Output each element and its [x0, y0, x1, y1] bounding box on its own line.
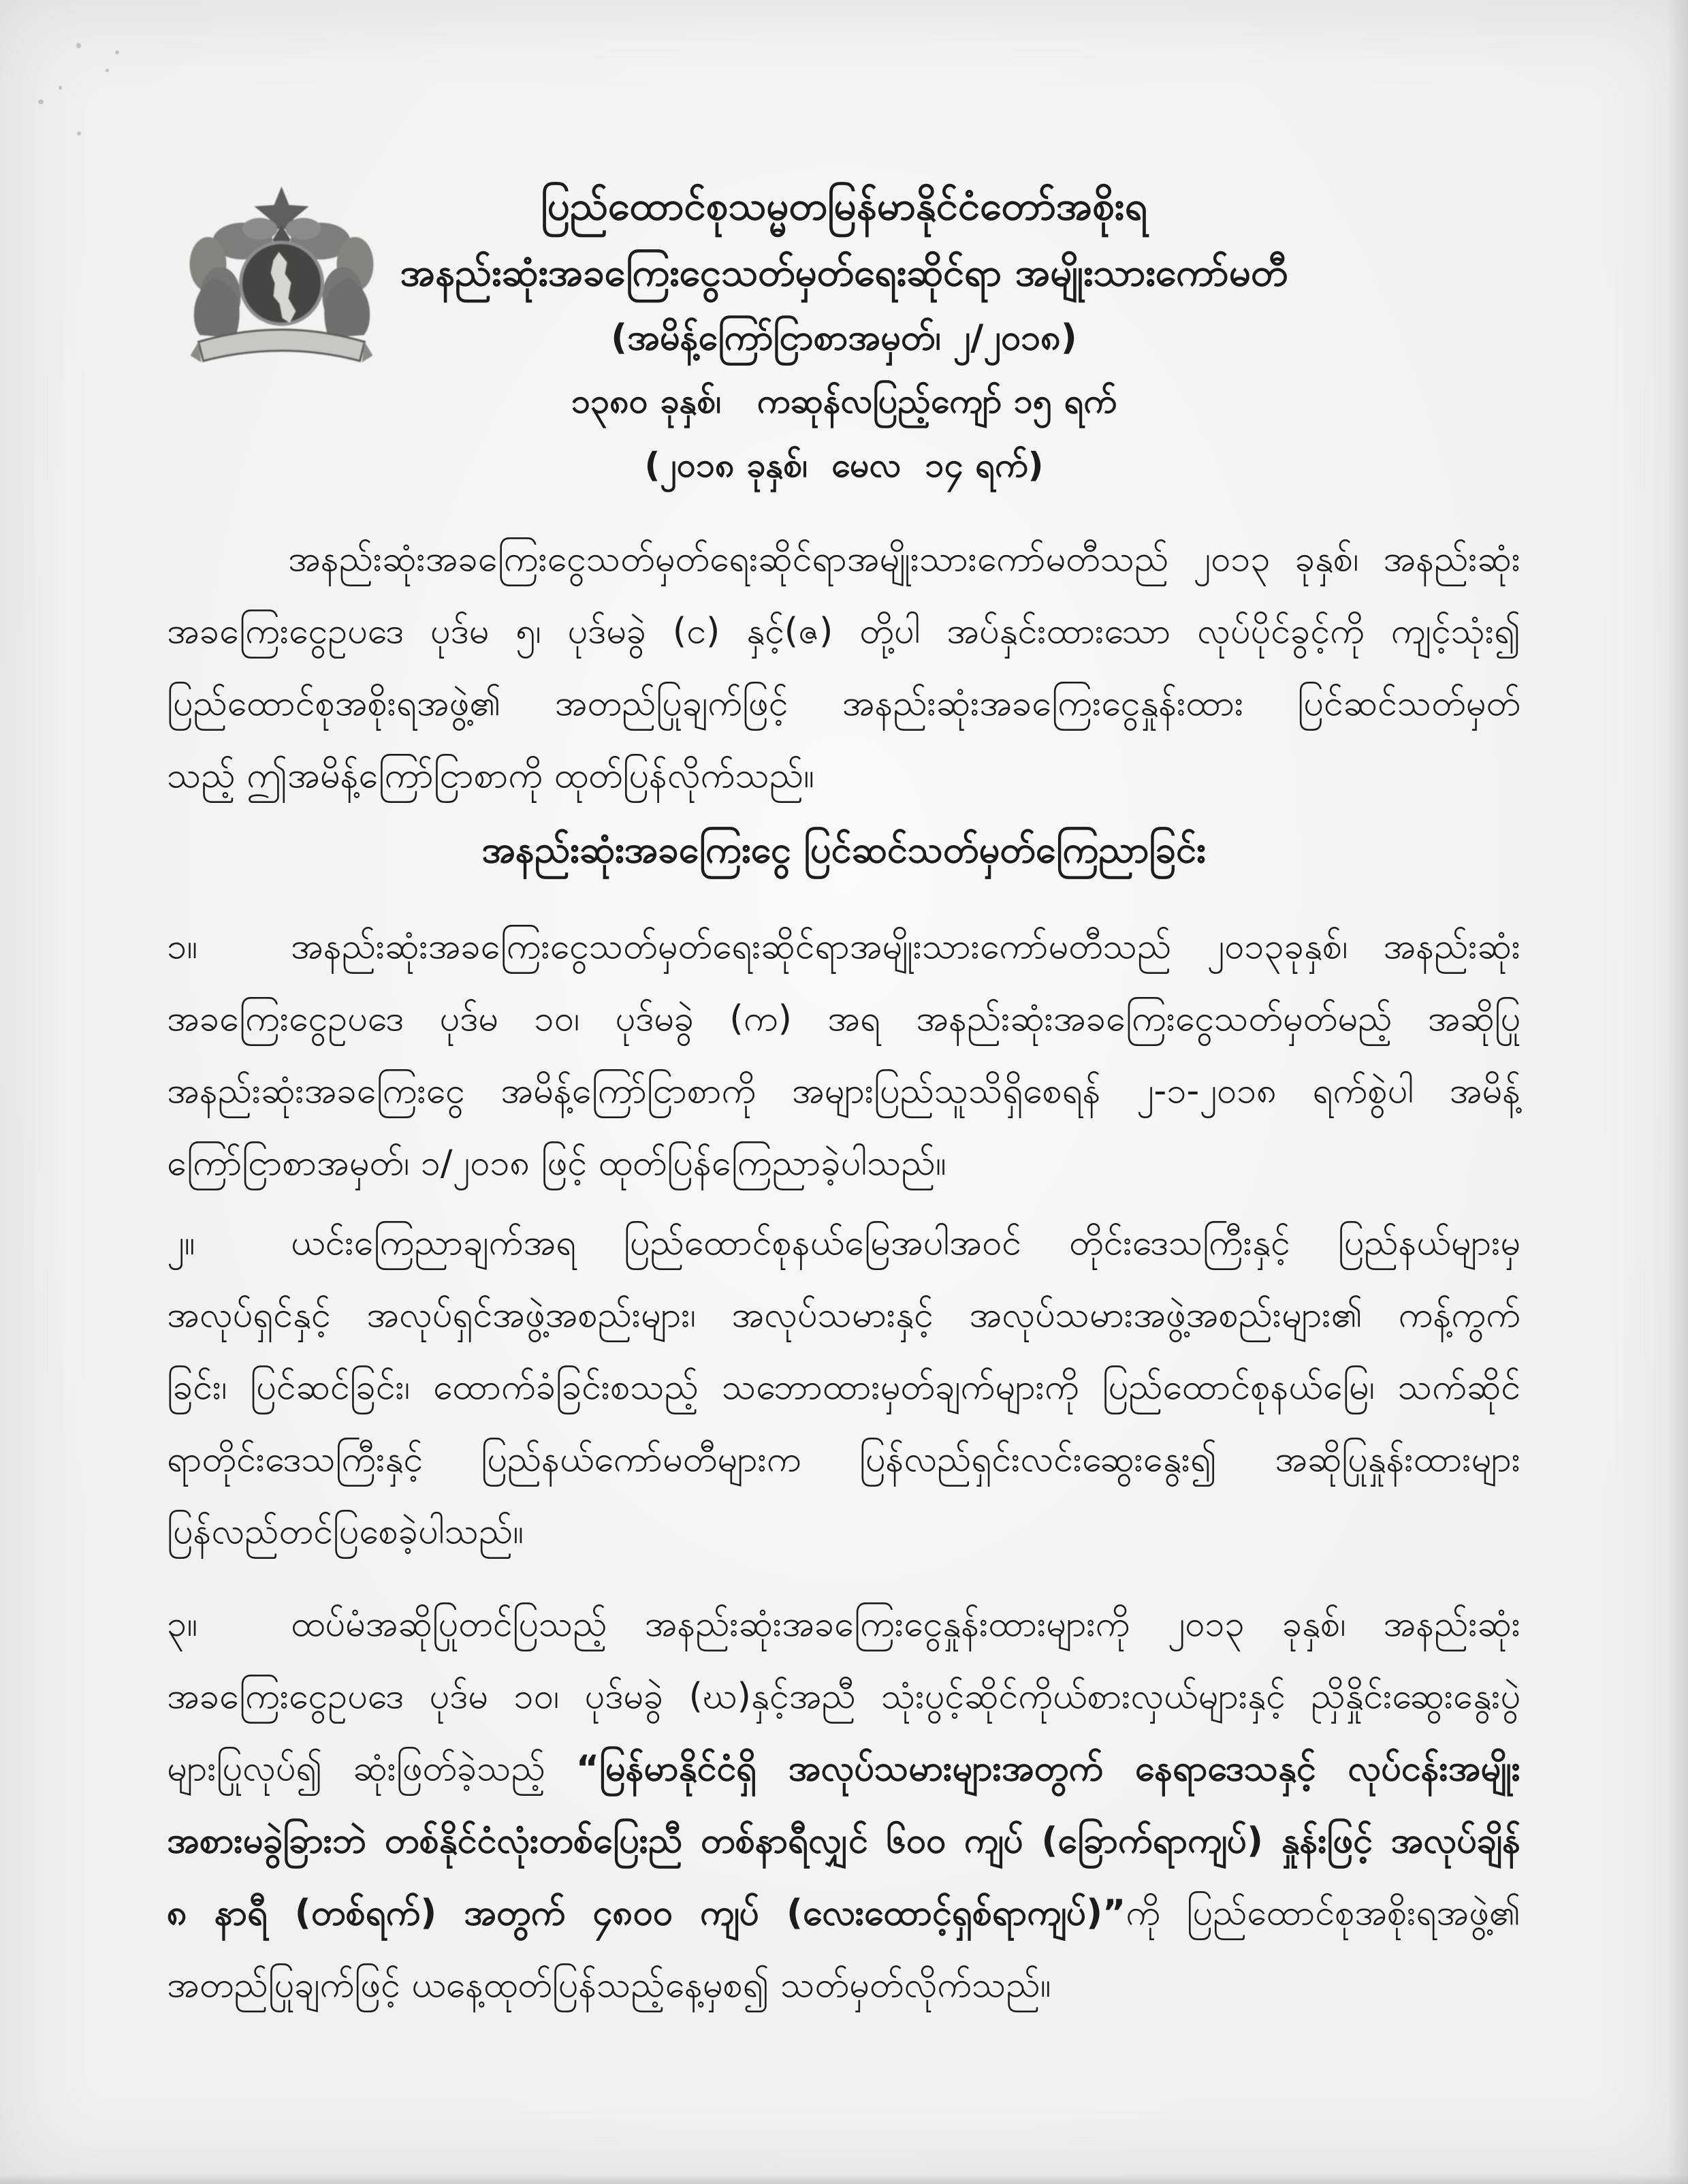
paragraph-line — [167, 983, 1520, 1055]
paragraph — [167, 1207, 1520, 1568]
text-segment: အလုပ်ရှင်နှင့် အလုပ်ရှင်အဖွဲ့အစည်းများ၊ အလုပ်သမားနှင့် အလုပ်သမားအဖွဲ့အစည်းများ၏ ကန့်ကွက် — [167, 1295, 1520, 1335]
text-segment: အခကြေးငွေဥပဒေ ပုဒ်မ ၁၀၊ ပုဒ်မခွဲ (ဃ)နှင့်အညီ သုံးပွင့်ဆိုင်ကိုယ်စားလှယ်များနှင့် ညှိနှိုင်းဆွေးနွေးပွဲ — [167, 1676, 1520, 1717]
paragraph-line — [167, 1423, 1520, 1495]
paragraph-number: ၃။ — [167, 1604, 197, 1645]
date-gregorian: (၂၀၁၈ ခုနှစ်၊ မေလ ၁၄ ရက်) — [644, 445, 1044, 485]
paragraph-number: ၁။ — [167, 926, 197, 967]
text-segment: ယင်းကြေညာချက်အရ ပြည်ထောင်စုနယ်မြေအပါအဝင် တိုင်းဒေသကြီးနှင့် ပြည်နယ်များမှ — [291, 1222, 1520, 1263]
bold-text-segment: အစားမခွဲခြားဘဲ တစ်နိုင်ငံလုံးတစ်ပြေးညီ တစ်နာရီလျှင် ၆၀၀ ကျပ် (ခြောက်ရာကျပ်) နှုန်းဖြင့် အလုပ်ချိန် — [167, 1820, 1520, 1861]
bold-text-segment: “မြန်မာနိုင်ငံရှိ အလုပ်သမားများအတွက် နေရာဒေသနှင့် လုပ်ငန်းအမျိုး — [575, 1748, 1520, 1789]
paragraph-line — [167, 740, 1520, 812]
paragraph-line — [167, 1877, 1520, 1949]
notification-number: (အမိန့်ကြော်ငြာစာအမှတ်၊ ၂/၂၀၁၈) — [611, 317, 1077, 358]
text-segment: ထပ်မံအဆိုပြုတင်ပြသည့် အနည်းဆုံးအခကြေးငွေနှုန်းထားများကို ၂၀၁၃ ခုနှစ်၊ အနည်းဆုံး — [291, 1604, 1520, 1645]
text-segment: ရာတိုင်းဒေသကြီးနှင့် ပြည်နယ်ကော်မတီများက ပြန်လည်ရှင်းလင်းဆွေးနွေး၍ အဆိုပြုနှုန်းထားများ — [167, 1439, 1520, 1480]
text-segment: ကို ပြည်ထောင်စုအစိုးရအဖွဲ့၏ — [1126, 1893, 1520, 1933]
text-segment: ပြန်လည်တင်ပြစေခဲ့ပါသည်။ — [167, 1511, 524, 1552]
paragraph-line — [167, 1949, 1520, 2021]
scan-edge-shading — [0, 2174, 1688, 2184]
paragraph — [167, 1588, 1520, 2021]
paragraph-line — [167, 1495, 1520, 1568]
paragraph-line — [167, 667, 1520, 740]
text-segment: အနည်းဆုံးအခကြေးငွေသတ်မှတ်ရေးဆိုင်ရာအမျိုးသားကော်မတီသည် ၂၀၁၃ခုနှစ်၊ အနည်းဆုံး — [291, 926, 1520, 967]
scan-speck — [77, 131, 81, 136]
text-segment: များပြုလုပ်၍ ဆုံးဖြတ်ခဲ့သည့် — [167, 1748, 576, 1789]
text-segment: အခကြေးငွေဥပဒေ ပုဒ်မ ၅၊ ပုဒ်မခွဲ (င) နှင့်(ဇ) တို့ပါ အပ်နှင်းထားသော လုပ်ပိုင်ခွင့်ကို ကျင့်သုံး၍ — [167, 611, 1520, 652]
document-body — [167, 0, 1520, 2184]
paragraph-line — [167, 1732, 1520, 1805]
paragraph — [167, 911, 1520, 1199]
paragraph-line — [167, 1279, 1520, 1351]
paragraph-number: ၂။ — [167, 1222, 195, 1263]
text-segment: ပြည်ထောင်စုအစိုးရအဖွဲ့၏ အတည်ပြုချက်ဖြင့် အနည်းဆုံးအခကြေးငွေနှုန်းထား ပြင်ဆင်သတ်မှတ် — [167, 683, 1520, 724]
text-segment: ခြင်း၊ ပြင်ဆင်ခြင်း၊ ထောက်ခံခြင်းစသည့် သဘောထားမှတ်ချက်များကို ပြည်ထောင်စုနယ်မြေ၊ သက်ဆိုင် — [167, 1367, 1520, 1408]
paragraph — [167, 523, 1520, 812]
text-segment: အနည်းဆုံးအခကြေးငွေသတ်မှတ်ရေးဆိုင်ရာအမျိုးသားကော်မတီသည် ၂၀၁၃ ခုနှစ်၊ အနည်းဆုံး — [288, 539, 1520, 580]
scan-speck — [106, 69, 109, 72]
bold-text-segment: ၈ နာရီ (တစ်ရက်) အတွက် ၄၈၀၀ ကျပ် (လေးထောင့်ရှစ်ရာကျပ်)” — [167, 1893, 1126, 1933]
text-segment: သည့် ဤအမိန့်ကြော်ငြာစာကို ထုတ်ပြန်လိုက်သည်။ — [167, 755, 814, 796]
paragraph-line — [167, 1660, 1520, 1732]
scan-edge-shading — [1668, 0, 1688, 2184]
committee-title: အနည်းဆုံးအခကြေးငွေသတ်မှတ်ရေးဆိုင်ရာ အမျိုးသားကော်မတီ — [400, 251, 1288, 295]
paragraph-line — [167, 1805, 1520, 1877]
section-title: အနည်းဆုံးအခကြေးငွေ ပြင်ဆင်သတ်မှတ်ကြေညာခြင်း — [481, 828, 1206, 871]
scan-speck — [59, 86, 62, 90]
text-segment: အခကြေးငွေဥပဒေ ပုဒ်မ ၁၀၊ ပုဒ်မခွဲ (က) အရ အနည်းဆုံးအခကြေးငွေသတ်မှတ်မည့် အဆိုပြု — [167, 998, 1520, 1039]
scan-speck — [76, 43, 81, 48]
paragraph-line — [167, 1127, 1520, 1199]
text-segment: အနည်းဆုံးအခကြေးငွေ အမိန့်ကြော်ငြာစာကို အများပြည်သူသိရှိစေရန် ၂-၁-၂၀၁၈ ရက်စွဲပါ အမိန့် — [167, 1071, 1520, 1111]
paragraph-line — [167, 1055, 1520, 1127]
paragraph-line — [167, 523, 1520, 595]
paragraph-line — [167, 595, 1520, 667]
paragraph-line — [167, 1207, 1520, 1279]
scan-speck — [115, 50, 119, 54]
paragraph-line — [167, 1588, 1520, 1660]
text-segment: အတည်ပြုချက်ဖြင့် ယနေ့ထုတ်ပြန်သည့်နေ့မှစ၍ သတ်မှတ်လိုက်သည်။ — [167, 1965, 1051, 2006]
scan-speck — [38, 99, 44, 104]
paragraph-line — [167, 1351, 1520, 1423]
government-title: ပြည်ထောင်စုသမ္မတမြန်မာနိုင်ငံတော်အစိုးရ — [541, 183, 1147, 229]
text-segment: ကြော်ငြာစာအမှတ်၊ ၁/၂၀၁၈ ဖြင့် ထုတ်ပြန်ကြေညာခဲ့ပါသည်။ — [167, 1143, 946, 1184]
date-myanmar-calendar: ၁၃၈၀ ခုနှစ်၊ ကဆုန်လပြည့်ကျော် ၁၅ ရက် — [571, 381, 1117, 421]
paragraph-line — [167, 911, 1520, 983]
